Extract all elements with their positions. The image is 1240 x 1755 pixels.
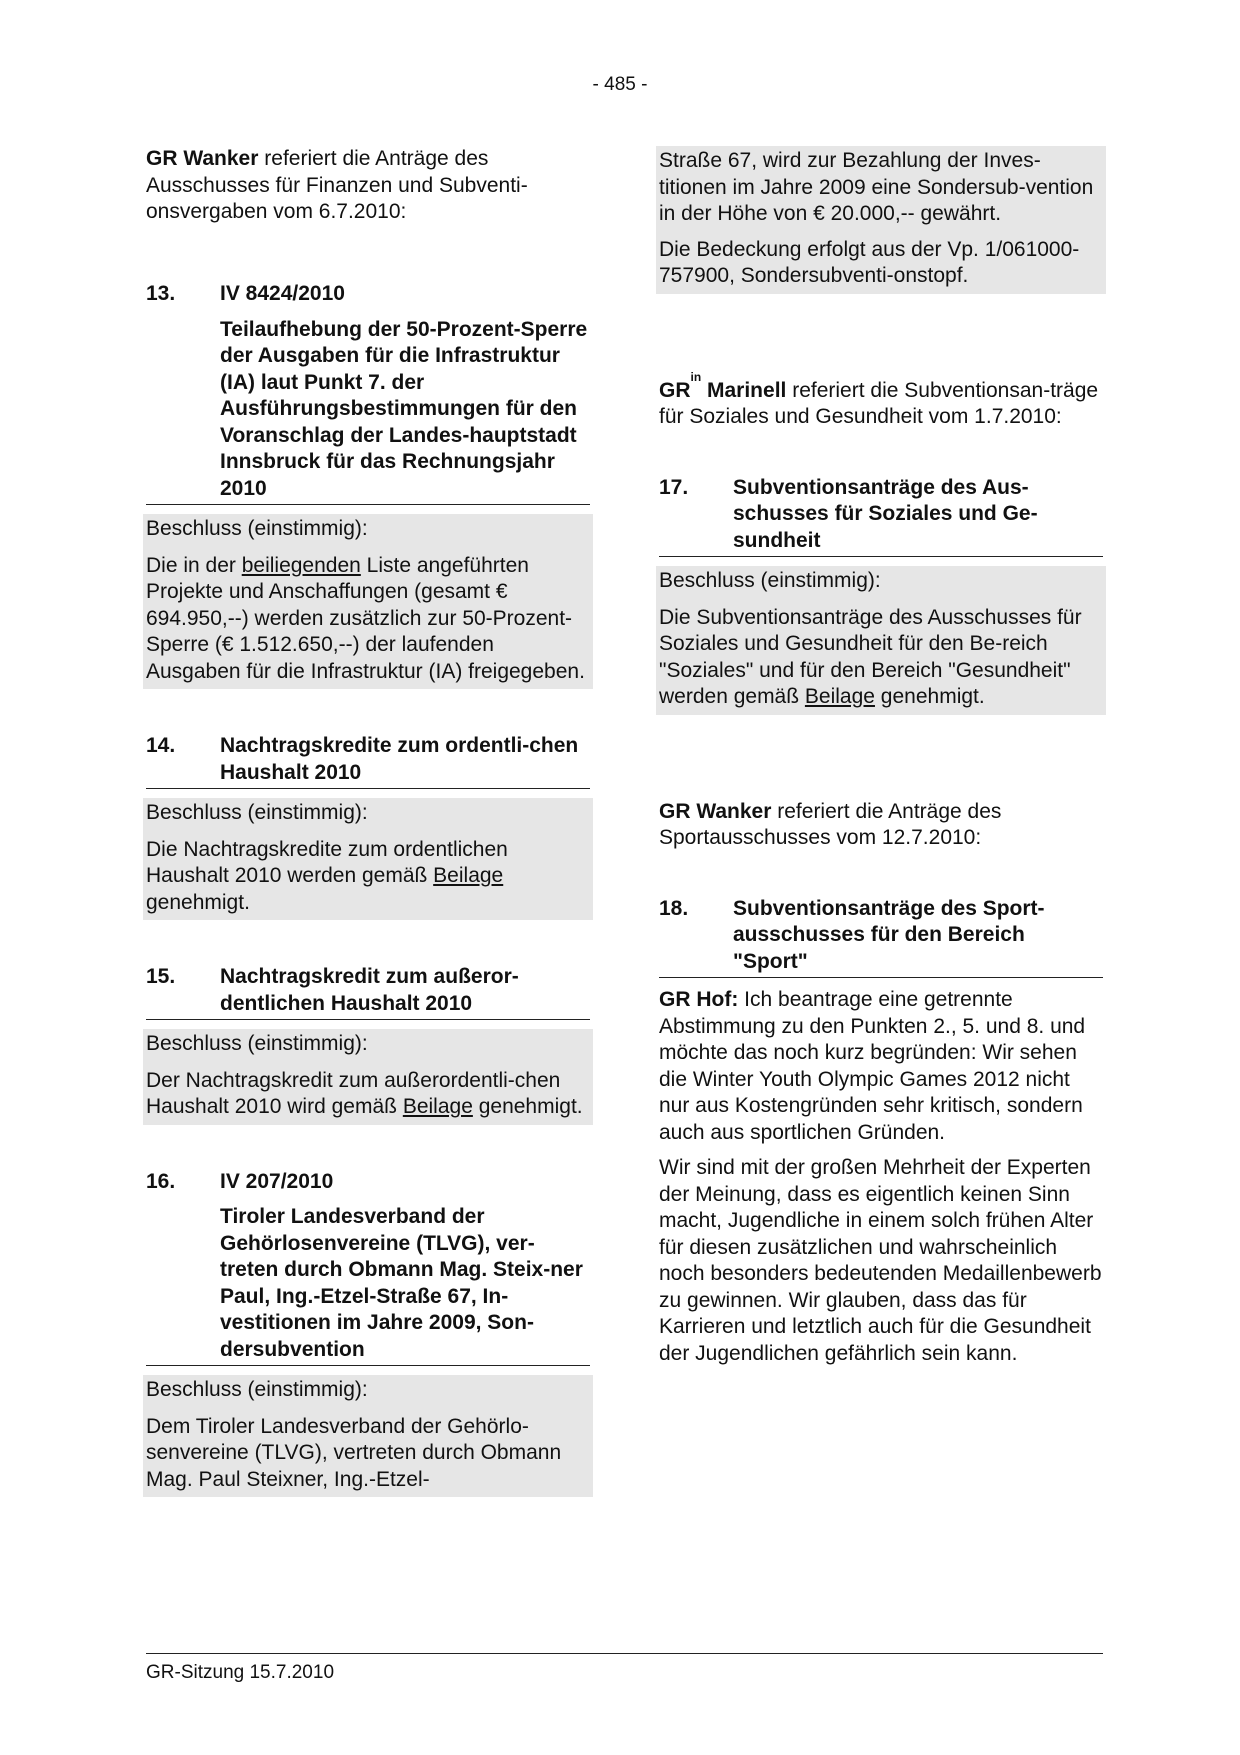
intro-text: referiert die Subventionsan-träge für Soziales und Gesundheit vom 1.7.2010: bbox=[659, 378, 1099, 428]
item-18-title bbox=[659, 896, 1103, 979]
item-16-decision-continued bbox=[656, 146, 1106, 294]
attachment-reference: Beilage bbox=[433, 864, 504, 887]
speaker-name: GR Wanker bbox=[146, 147, 259, 170]
item-title: Teilaufhebung der 50-Prozent-Sperre der Ausgaben für die Infrastruktur (IA) laut Punkt 7. der Ausführungsbestimmungen für den Voranschlag der Landes-hauptstadt Innsbruck für das Rechnungsjahr 2010 bbox=[220, 317, 588, 500]
item-title: Nachtragskredit zum außeror-dentlichen Haushalt 2010 bbox=[220, 965, 519, 1015]
item-number: 17. bbox=[659, 475, 689, 499]
item-title: Nachtragskredite zum ordentli-chen Haushalt 2010 bbox=[220, 734, 579, 784]
item-17-title bbox=[659, 475, 1103, 558]
decision-label: Beschluss (einstimmig): bbox=[659, 569, 881, 592]
intro-wanker-sport bbox=[659, 799, 1103, 852]
decision-text: Der Nachtragskredit zum außerordentli-chen Haushalt 2010 wird gemäß Beilage genehmigt. bbox=[146, 1068, 583, 1118]
item-title: Subventionsanträge des Sport-ausschusses für den Bereich "Sport" bbox=[733, 896, 1045, 973]
speech-paragraph: Wir sind mit der großen Mehrheit der Experten der Meinung, dass es eigentlich keinen Sinn macht, Jugendliche in einem solch frühen Alter für diesen zusätzlichen und wahrscheinlich noch besonders bedeutenden Medaillenbewerb zu gewinnen. Wir glauben, dass das für Karrieren und letztlich auch für die Gesundheit der Jugendlichen gefährlich sein kann. bbox=[659, 1156, 1102, 1365]
right-column bbox=[659, 146, 1103, 1376]
item-16-title bbox=[146, 1204, 590, 1366]
speech-hof bbox=[659, 987, 1103, 1367]
item-15-title bbox=[146, 964, 590, 1020]
decision-block bbox=[656, 566, 1106, 715]
decision-block bbox=[143, 1029, 593, 1125]
decision-text: Dem Tiroler Landesverband der Gehörlo-senvereine (TLVG), vertreten durch Obmann Mag. Paul Steixner, Ing.-Etzel- bbox=[146, 1414, 562, 1491]
item-code: IV 8424/2010 bbox=[220, 282, 345, 305]
speaker-name: GR Wanker bbox=[659, 799, 772, 823]
decision-label: Beschluss (einstimmig): bbox=[146, 517, 368, 540]
item-number: 13. bbox=[146, 282, 176, 305]
intro-text: referiert die Anträge des Sportausschusses vom 12.7.2010: bbox=[659, 799, 1002, 849]
decision-text: Die Nachtragskredite zum ordentlichen Haushalt 2010 werden gemäß Beilage genehmigt. bbox=[146, 837, 508, 914]
left-column bbox=[146, 146, 590, 1497]
speaker-name: $GR^{in}$ Marinell bbox=[659, 369, 787, 402]
item-title: Tiroler Landesverband der Gehörlosenvereine (TLVG), ver-treten durch Obmann Mag. Steix-ner Paul, Ing.-Etzel-Straße 67, In-vestitionen im Jahre 2009, Son-dersubvention bbox=[220, 1205, 583, 1361]
decision-text: Die in der beiliegenden Liste angeführten Projekte und Anschaffungen (gesamt € 694.950,--) werden zusätzlich zur 50-Prozent-Sperre (€ 1.512.650,--) der laufenden Ausgaben für die Infrastruktur (IA) freigegeben. bbox=[146, 553, 585, 683]
item-15 bbox=[146, 964, 590, 1125]
item-14-title bbox=[146, 733, 590, 789]
item-number: 15. bbox=[146, 965, 176, 988]
item-title: Subventionsanträge des Aus-schusses für Soziales und Ge-sundheit bbox=[733, 475, 1038, 552]
intro-wanker-finance bbox=[146, 146, 590, 251]
attachment-reference: Beilage bbox=[804, 685, 875, 708]
speaker-name: GR Hof: bbox=[659, 988, 739, 1011]
item-18 bbox=[659, 896, 1103, 1368]
decision-block bbox=[143, 798, 593, 920]
speech-paragraph: GR Hof: Ich beantrage eine getrennte Abstimmung zu den Punkten 2., 5. und 8. und möchte das noch kurz begründen: Wir sehen die Winter Youth Olympic Games 2012 nicht nur aus Kostengründen sehr kritisch, sondern auch aus sportlichen Gründen. bbox=[659, 988, 1086, 1144]
item-16-code-row bbox=[146, 1169, 590, 1196]
item-number: 16. bbox=[146, 1169, 176, 1193]
footer-divider bbox=[146, 1653, 1103, 1654]
item-number: 18. bbox=[659, 896, 689, 920]
intro-text: referiert die Anträge des Ausschusses für Finanzen und Subventi-onsvergaben vom 6.7.2010: bbox=[146, 147, 528, 223]
coverage-text: Die Bedeckung erfolgt aus der Vp. 1/061000-757900, Sondersubventi-onstopf. bbox=[659, 237, 1080, 287]
item-16 bbox=[146, 1169, 590, 1498]
intro-marinell bbox=[659, 369, 1103, 431]
item-13 bbox=[146, 281, 590, 689]
item-code: IV 207/2010 bbox=[220, 1169, 334, 1193]
attachment-reference: Beilage bbox=[402, 1095, 473, 1118]
item-13-title bbox=[146, 317, 590, 506]
decision-label: Beschluss (einstimmig): bbox=[146, 1032, 368, 1055]
decision-block bbox=[143, 514, 593, 689]
footer-text: GR-Sitzung 15.7.2010 bbox=[146, 1662, 335, 1683]
decision-text-continued: Straße 67, wird zur Bezahlung der Inves-titionen im Jahre 2009 eine Sondersub-vention in der Höhe von € 20.000,-- gewährt. bbox=[659, 149, 1094, 225]
decision-label: Beschluss (einstimmig): bbox=[146, 1378, 368, 1401]
item-number: 14. bbox=[146, 734, 176, 757]
decision-label: Beschluss (einstimmig): bbox=[146, 801, 368, 824]
item-13-code-row bbox=[146, 281, 590, 308]
decision-text: Die Subventionsanträge des Ausschusses für Soziales und Gesundheit für den Be-reich "Soziales" und für den Bereich "Gesundheit" werden gemäß Beilage genehmigt. bbox=[659, 605, 1082, 708]
attachment-reference: beiliegenden bbox=[241, 553, 361, 577]
item-17 bbox=[659, 475, 1103, 715]
page-number: - 485 - bbox=[592, 74, 648, 95]
decision-block bbox=[143, 1375, 593, 1497]
item-14 bbox=[146, 733, 590, 920]
